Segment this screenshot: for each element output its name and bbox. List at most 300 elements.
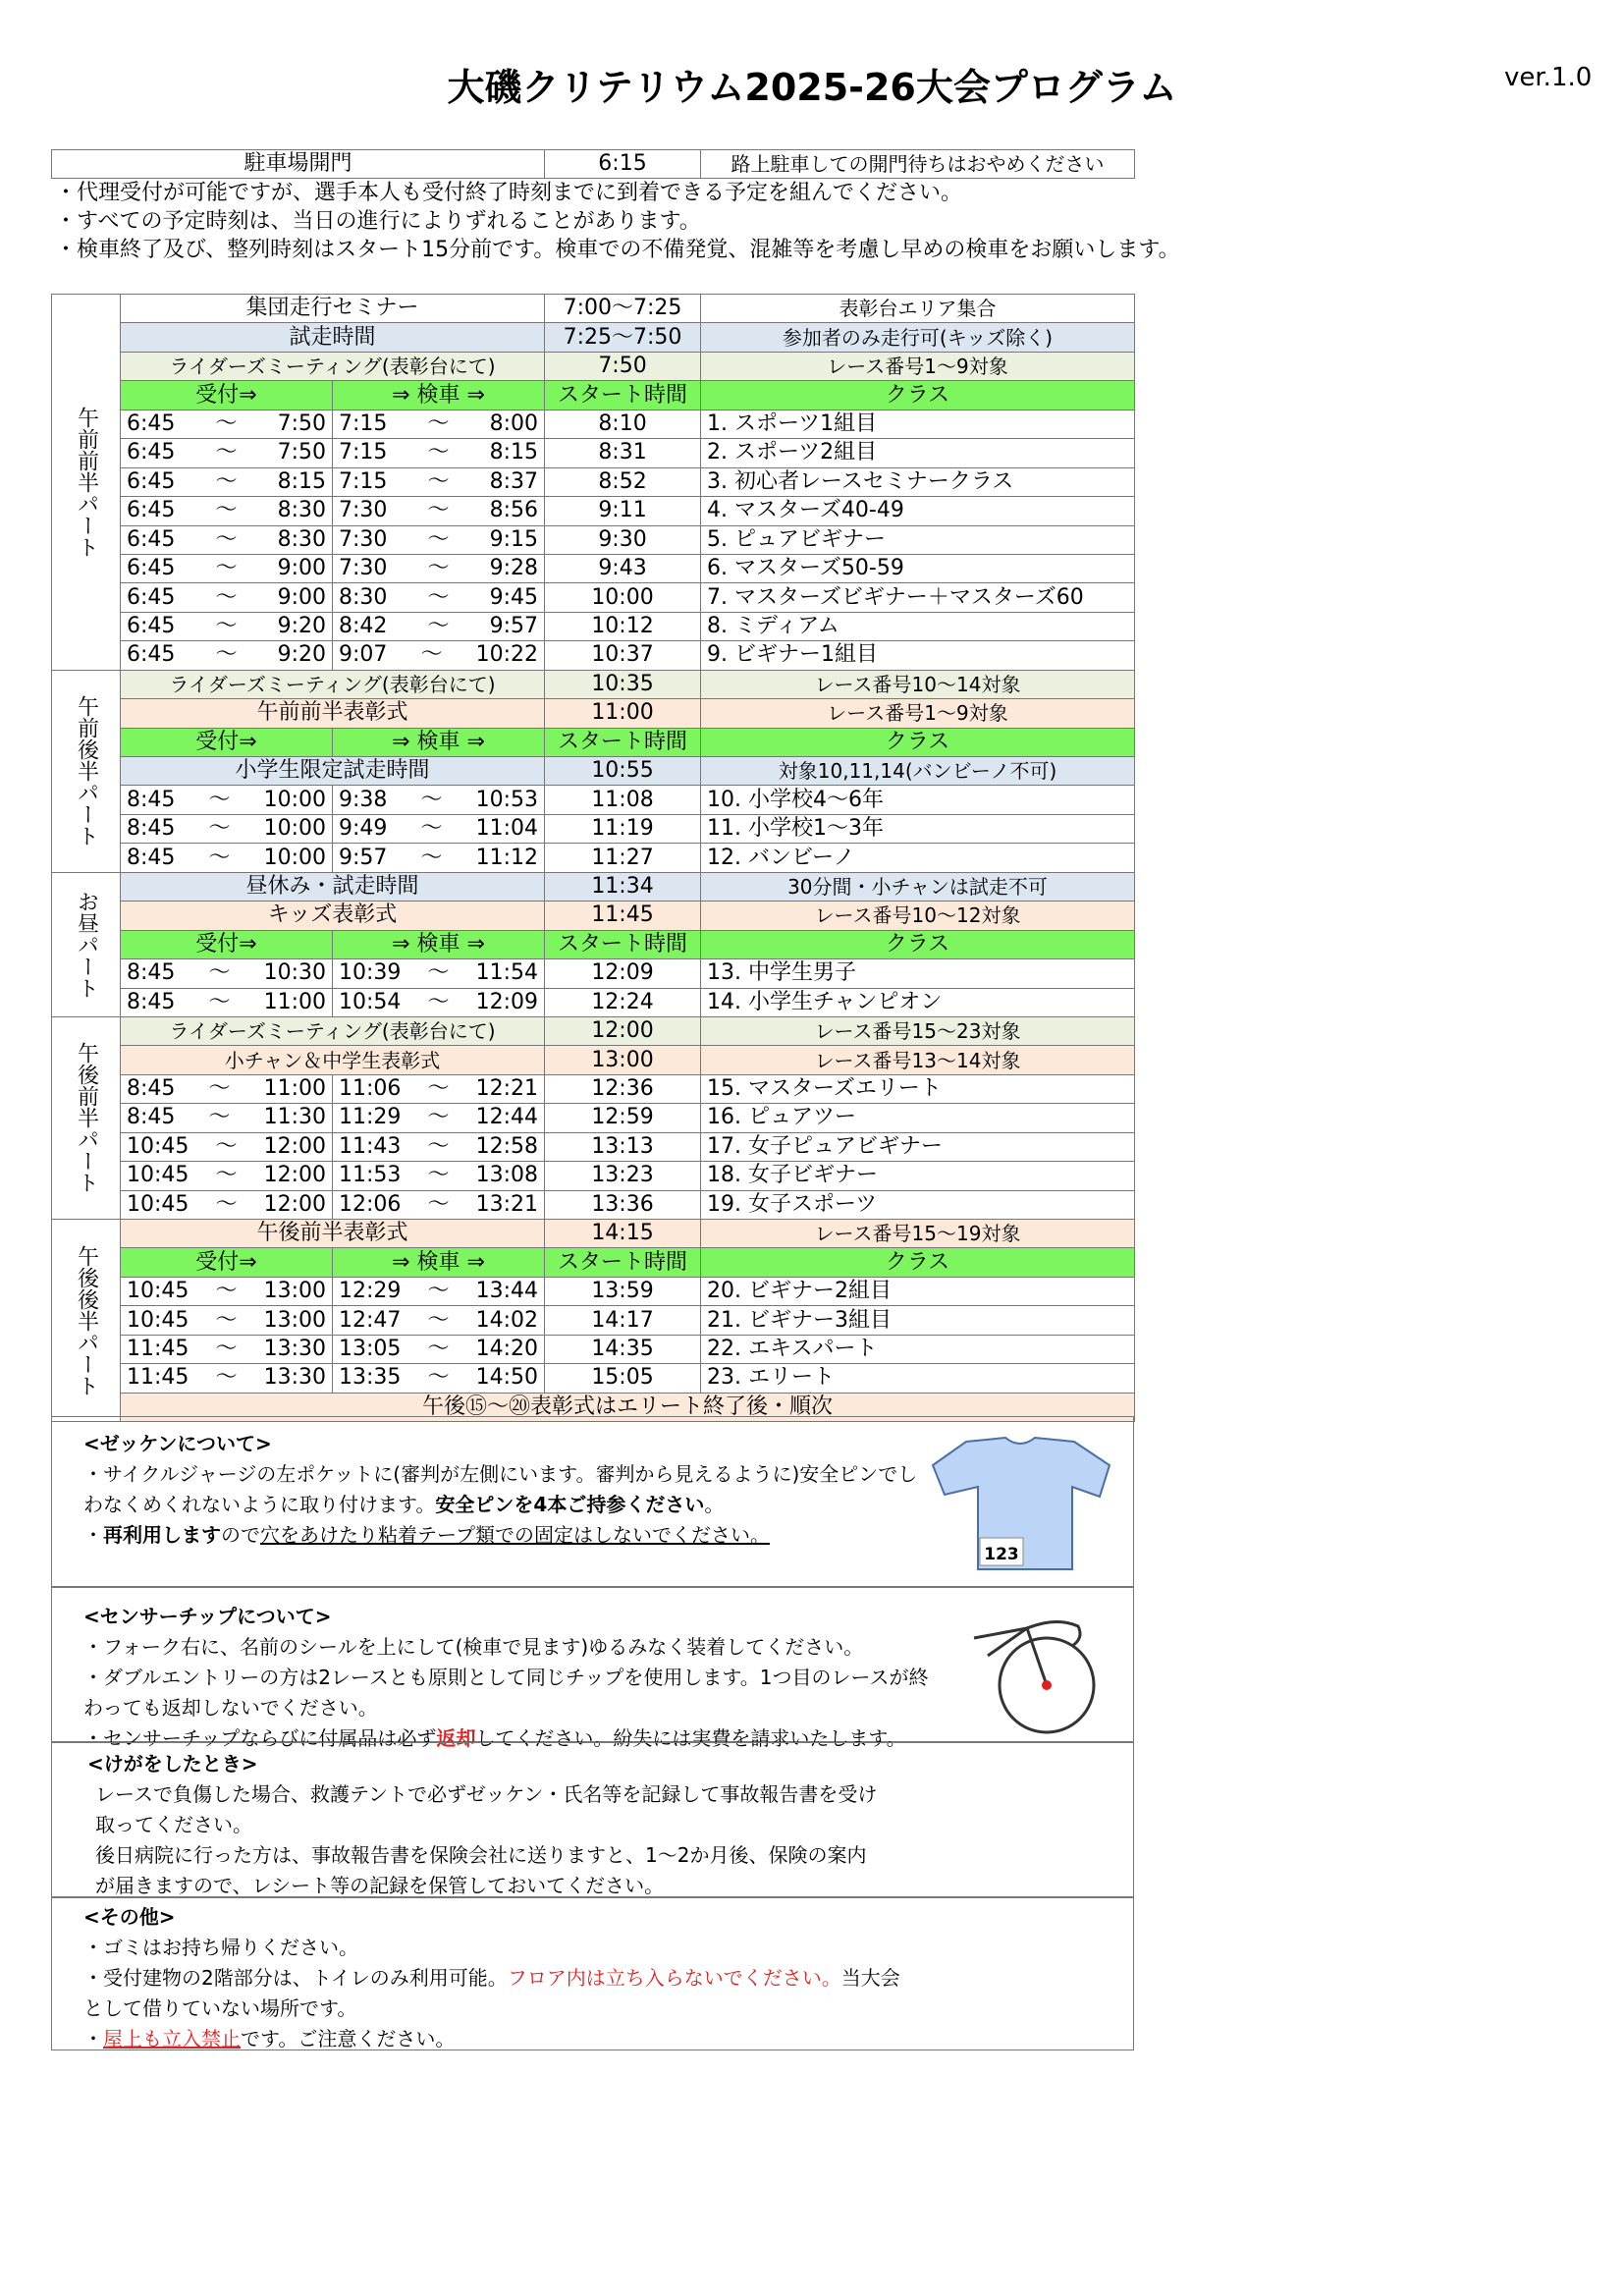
header-inspection: ⇒ 検車 ⇒ — [333, 1248, 545, 1277]
range-separator: ～ — [427, 1105, 450, 1130]
event-note: レース番号1～9対象 — [701, 699, 1135, 728]
race-class: 12. バンビーノ — [701, 844, 1135, 872]
range-separator: ～ — [215, 1133, 238, 1159]
event-time: 11:45 — [545, 902, 701, 930]
event-time: 10:35 — [545, 670, 701, 698]
header-inspection: ⇒ 検車 ⇒ — [333, 930, 545, 958]
race-row — [52, 439, 1135, 467]
reception-window — [121, 1074, 333, 1103]
range-separator: ～ — [427, 1279, 450, 1304]
header-class: クラス — [701, 1248, 1135, 1277]
other-section — [51, 1897, 1134, 2050]
range-time: 8:45 — [127, 816, 176, 842]
race-row — [52, 1364, 1135, 1393]
other-line: ・屋上も立入禁止です。ご注意ください。 — [83, 2027, 456, 2050]
other-line: として借りていない場所です。 — [83, 1996, 357, 2020]
inspection-window — [333, 1132, 545, 1161]
range-time: 11:04 — [475, 816, 539, 842]
range-time: 7:30 — [339, 556, 388, 581]
range-time: 6:45 — [127, 642, 176, 668]
event-note: レース番号10～12対象 — [701, 902, 1135, 930]
reception-window — [121, 1277, 333, 1305]
race-start-time: 12:09 — [545, 959, 701, 988]
race-class: 15. マスターズエリート — [701, 1074, 1135, 1103]
parking-label: 駐車場開門 — [52, 150, 545, 179]
range-time: 11:29 — [339, 1105, 402, 1130]
range-time: 8:30 — [277, 498, 326, 523]
race-row — [52, 1306, 1135, 1335]
sensor-chip-icon — [1042, 1680, 1052, 1690]
parking-row — [52, 150, 1135, 179]
race-class: 21. ビギナー3組目 — [701, 1306, 1135, 1335]
header-class: クラス — [701, 381, 1135, 410]
race-row — [52, 554, 1135, 582]
range-time: 9:28 — [489, 556, 539, 581]
event-row — [52, 699, 1135, 728]
race-start-time: 11:08 — [545, 786, 701, 814]
range-time: 7:15 — [339, 410, 388, 436]
range-time: 8:45 — [127, 1105, 176, 1130]
range-time: 6:45 — [127, 556, 176, 581]
range-time: 12:06 — [339, 1191, 402, 1217]
race-start-time: 13:23 — [545, 1162, 701, 1190]
range-separator: ～ — [215, 1336, 238, 1361]
race-start-time: 8:52 — [545, 467, 701, 496]
event-note: レース番号10～14対象 — [701, 670, 1135, 698]
note-line: ・検車終了及び、整列時刻はスタート15分前です。検車での不備発覚、混雑等を考慮し早めの検車をお願いします。 — [55, 238, 1180, 262]
range-time: 10:45 — [127, 1307, 189, 1333]
reception-window — [121, 959, 333, 988]
race-start-time: 9:30 — [545, 525, 701, 554]
race-class: 20. ビギナー2組目 — [701, 1277, 1135, 1305]
range-time: 11:06 — [339, 1076, 402, 1102]
race-class: 3. 初心者レースセミナークラス — [701, 467, 1135, 496]
event-note: レース番号15～23対象 — [701, 1016, 1135, 1045]
race-start-time: 10:00 — [545, 583, 701, 612]
header-row — [52, 381, 1135, 410]
reception-window — [121, 1190, 333, 1219]
race-class: 6. マスターズ50-59 — [701, 554, 1135, 582]
header-inspection: ⇒ 検車 ⇒ — [333, 728, 545, 756]
header-row — [52, 728, 1135, 756]
reception-window — [121, 497, 333, 525]
injury-section — [51, 1742, 1134, 1897]
event-row — [52, 1220, 1135, 1248]
range-time: 7:15 — [339, 468, 388, 494]
race-start-time: 9:11 — [545, 497, 701, 525]
reception-window — [121, 844, 333, 872]
range-separator: ～ — [427, 960, 450, 986]
range-time: 11:30 — [263, 1105, 326, 1130]
injury-line: 後日病院に行った方は、事故報告書を保険会社に送りますと、1～2か月後、保険の案内 — [95, 1843, 867, 1867]
range-time: 6:45 — [127, 584, 176, 610]
chip-line: ・フォーク右に、名前のシールを上にして(検車で見ます)ゆるみなく装着してください。 — [83, 1635, 864, 1659]
race-start-time: 11:19 — [545, 814, 701, 843]
reception-window — [121, 814, 333, 843]
range-time: 11:45 — [127, 1336, 189, 1361]
header-reception: 受付⇒ — [121, 1248, 333, 1277]
race-start-time: 9:43 — [545, 554, 701, 582]
inspection-window — [333, 1277, 545, 1305]
range-time: 12:09 — [475, 989, 539, 1014]
race-class: 2. スポーツ2組目 — [701, 439, 1135, 467]
race-start-time: 13:59 — [545, 1277, 701, 1305]
range-time: 6:45 — [127, 440, 176, 465]
race-class: 14. 小学生チャンピオン — [701, 988, 1135, 1016]
range-time: 9:15 — [489, 526, 539, 552]
other-line: ・受付建物の2階部分は、トイレのみ利用可能。フロア内は立ち入らないでください。当大会 — [83, 1966, 900, 1990]
race-row — [52, 1074, 1135, 1103]
range-time: 9:00 — [277, 584, 326, 610]
header-class: クラス — [701, 930, 1135, 958]
race-start-time: 12:24 — [545, 988, 701, 1016]
range-time: 8:42 — [339, 614, 388, 639]
range-time: 8:00 — [489, 410, 539, 436]
range-separator: ～ — [215, 526, 238, 552]
race-row — [52, 1104, 1135, 1132]
range-time: 11:45 — [127, 1365, 189, 1391]
event-name: ライダーズミーティング(表彰台にて) — [121, 352, 545, 380]
range-time: 9:57 — [339, 845, 388, 870]
version-label: ver.1.0 — [1504, 63, 1593, 92]
range-time: 6:45 — [127, 526, 176, 552]
event-time: 10:55 — [545, 757, 701, 786]
range-separator: ～ — [427, 526, 450, 552]
bicycle-wheel-icon — [968, 1599, 1106, 1736]
race-row — [52, 988, 1135, 1016]
race-start-time: 14:35 — [545, 1335, 701, 1363]
range-time: 13:21 — [475, 1191, 539, 1217]
range-time: 10:00 — [263, 845, 326, 870]
inspection-window — [333, 612, 545, 640]
reception-window — [121, 1104, 333, 1132]
range-time: 9:00 — [277, 556, 326, 581]
jersey-icon — [927, 1436, 1113, 1573]
range-time: 10:53 — [475, 787, 539, 812]
inspection-window — [333, 988, 545, 1016]
event-note: 表彰台エリア集合 — [701, 295, 1135, 323]
inspection-window — [333, 814, 545, 843]
range-time: 12:47 — [339, 1307, 402, 1333]
range-time: 14:20 — [475, 1336, 539, 1361]
event-time: 7:00～7:25 — [545, 295, 701, 323]
range-time: 12:00 — [263, 1133, 326, 1159]
range-time: 9:45 — [489, 584, 539, 610]
header-class: クラス — [701, 728, 1135, 756]
inspection-window — [333, 467, 545, 496]
schedule-table — [51, 294, 1135, 1422]
range-separator: ～ — [427, 1365, 450, 1391]
range-time: 11:43 — [339, 1133, 402, 1159]
injury-line: が届きますので、レシート等の記録を保管しておいてください。 — [95, 1874, 665, 1897]
range-time: 11:54 — [475, 960, 539, 986]
inspection-window — [333, 1335, 545, 1363]
event-name: 小チャン＆中学生表彰式 — [121, 1046, 545, 1074]
range-separator: ～ — [420, 642, 443, 668]
range-separator: ～ — [427, 468, 450, 494]
range-separator: ～ — [208, 960, 231, 986]
injury-line: 取ってください。 — [95, 1813, 252, 1836]
range-time: 13:00 — [263, 1279, 326, 1304]
inspection-window — [333, 1074, 545, 1103]
range-separator: ～ — [215, 1307, 238, 1333]
race-start-time: 10:12 — [545, 612, 701, 640]
reception-window — [121, 786, 333, 814]
header-row — [52, 930, 1135, 958]
note-line: ・代理受付が可能ですが、選手本人も受付終了時刻までに到着できる予定を組んでください。 — [55, 181, 963, 205]
range-separator: ～ — [208, 1076, 231, 1102]
header-start: スタート時間 — [545, 930, 701, 958]
inspection-window — [333, 439, 545, 467]
header-reception: 受付⇒ — [121, 930, 333, 958]
range-time: 10:45 — [127, 1191, 189, 1217]
event-time: 12:00 — [545, 1016, 701, 1045]
part-label: 午後後半パート — [52, 1220, 121, 1422]
range-separator: ～ — [215, 498, 238, 523]
race-class: 4. マスターズ40-49 — [701, 497, 1135, 525]
event-name: キッズ表彰式 — [121, 902, 545, 930]
range-separator: ～ — [215, 1365, 238, 1391]
reception-window — [121, 439, 333, 467]
page-title: 大磯クリテリウム2025-26大会プログラム — [447, 66, 1177, 109]
race-row — [52, 844, 1135, 872]
bib-line: わなくめくれないように取り付けます。安全ピンを4本ご持参ください。 — [83, 1493, 725, 1516]
race-start-time: 12:36 — [545, 1074, 701, 1103]
event-row — [52, 295, 1135, 323]
event-name: 小学生限定試走時間 — [121, 757, 545, 786]
race-class: 17. 女子ピュアビギナー — [701, 1132, 1135, 1161]
range-time: 12:00 — [263, 1191, 326, 1217]
range-time: 7:50 — [277, 440, 326, 465]
chip-heading: <センサーチップについて> — [83, 1605, 332, 1628]
race-row — [52, 1335, 1135, 1363]
inspection-window — [333, 1364, 545, 1393]
event-time: 11:00 — [545, 699, 701, 728]
header-reception: 受付⇒ — [121, 381, 333, 410]
race-start-time: 14:17 — [545, 1306, 701, 1335]
reception-window — [121, 612, 333, 640]
inspection-window — [333, 410, 545, 438]
range-time: 9:20 — [277, 614, 326, 639]
range-time: 6:45 — [127, 614, 176, 639]
reception-window — [121, 1306, 333, 1335]
race-row — [52, 814, 1135, 843]
afternoon-ceremony-note: 午後⑮～⑳表彰式はエリート終了後・順次 — [121, 1393, 1135, 1421]
part-label: 午前前半パート — [52, 295, 121, 671]
range-separator: ～ — [215, 410, 238, 436]
reception-window — [121, 1162, 333, 1190]
range-separator: ～ — [215, 614, 238, 639]
range-time: 10:45 — [127, 1279, 189, 1304]
range-separator: ～ — [427, 989, 450, 1014]
event-note: レース番号13～14対象 — [701, 1046, 1135, 1074]
event-row — [52, 872, 1135, 901]
part-label: 午前後半パート — [52, 670, 121, 872]
range-time: 11:12 — [475, 845, 539, 870]
range-time: 6:45 — [127, 468, 176, 494]
event-note: 対象10,11,14(バンビーノ不可) — [701, 757, 1135, 786]
bib-heading: <ゼッケンについて> — [83, 1432, 272, 1455]
event-row — [52, 1016, 1135, 1045]
event-name: 昼休み・試走時間 — [121, 872, 545, 901]
range-separator: ～ — [208, 787, 231, 812]
range-time: 8:45 — [127, 787, 176, 812]
event-row — [52, 902, 1135, 930]
race-row — [52, 1277, 1135, 1305]
race-start-time: 11:27 — [545, 844, 701, 872]
range-time: 10:45 — [127, 1163, 189, 1188]
race-row — [52, 959, 1135, 988]
reception-window — [121, 583, 333, 612]
race-row — [52, 583, 1135, 612]
event-note: レース番号1～9対象 — [701, 352, 1135, 380]
reception-window — [121, 1335, 333, 1363]
range-separator: ～ — [208, 845, 231, 870]
reception-window — [121, 1132, 333, 1161]
range-time: 7:30 — [339, 526, 388, 552]
general-notes — [55, 179, 1180, 264]
race-row — [52, 1162, 1135, 1190]
range-separator: ～ — [420, 816, 443, 842]
range-time: 8:30 — [277, 526, 326, 552]
range-time: 10:00 — [263, 787, 326, 812]
range-time: 14:50 — [475, 1365, 539, 1391]
range-separator: ～ — [427, 584, 450, 610]
range-time: 8:45 — [127, 989, 176, 1014]
event-name: 午前前半表彰式 — [121, 699, 545, 728]
parking-note: 路上駐車しての開門待ちはおやめください — [701, 150, 1135, 179]
race-class: 11. 小学校1～3年 — [701, 814, 1135, 843]
race-class: 7. マスターズビギナー＋マスターズ60 — [701, 583, 1135, 612]
event-time: 14:15 — [545, 1220, 701, 1248]
note-line: ・すべての予定時刻は、当日の進行によりずれることがあります。 — [55, 209, 701, 234]
reception-window — [121, 467, 333, 496]
race-start-time: 12:59 — [545, 1104, 701, 1132]
range-time: 9:07 — [339, 642, 388, 668]
header-reception: 受付⇒ — [121, 728, 333, 756]
part-label: 午後前半パート — [52, 1016, 121, 1219]
part-label: お昼パート — [52, 872, 121, 1016]
event-row — [52, 352, 1135, 380]
range-time: 10:00 — [263, 816, 326, 842]
event-row — [52, 757, 1135, 786]
bib-number: 123 — [984, 1545, 1019, 1564]
race-class: 16. ピュアツー — [701, 1104, 1135, 1132]
range-separator: ～ — [215, 1163, 238, 1188]
chip-line: ・ダブルエントリーの方は2レースとも原則として同じチップを使用します。1つ目のレースが終 — [83, 1666, 929, 1689]
other-heading: <その他> — [83, 1905, 176, 1929]
range-time: 8:30 — [339, 584, 388, 610]
event-note: 30分間・小チャンは試走不可 — [701, 872, 1135, 901]
header-start: スタート時間 — [545, 381, 701, 410]
range-separator: ～ — [208, 989, 231, 1014]
range-time: 9:20 — [277, 642, 326, 668]
inspection-window — [333, 1162, 545, 1190]
event-time: 7:25～7:50 — [545, 323, 701, 352]
range-separator: ～ — [208, 1105, 231, 1130]
range-separator: ～ — [427, 1191, 450, 1217]
race-row — [52, 467, 1135, 496]
range-separator: ～ — [427, 556, 450, 581]
race-start-time: 8:10 — [545, 410, 701, 438]
bib-line: ・再利用しますので穴をあけたり粘着テープ類での固定はしないでください。 — [83, 1523, 770, 1547]
range-time: 8:45 — [127, 960, 176, 986]
header-row — [52, 1248, 1135, 1277]
range-time: 6:45 — [127, 410, 176, 436]
header-start: スタート時間 — [545, 728, 701, 756]
range-time: 8:56 — [489, 498, 539, 523]
range-separator: ～ — [215, 556, 238, 581]
race-start-time: 8:31 — [545, 439, 701, 467]
race-row — [52, 786, 1135, 814]
race-class: 5. ピュアビギナー — [701, 525, 1135, 554]
range-time: 7:50 — [277, 410, 326, 436]
inspection-window — [333, 1306, 545, 1335]
reception-window — [121, 525, 333, 554]
race-class: 8. ミディアム — [701, 612, 1135, 640]
range-separator: ～ — [427, 498, 450, 523]
event-row — [52, 1046, 1135, 1074]
race-class: 22. エキスパート — [701, 1335, 1135, 1363]
race-row — [52, 410, 1135, 438]
range-time: 7:30 — [339, 498, 388, 523]
inspection-window — [333, 497, 545, 525]
range-time: 11:00 — [263, 1076, 326, 1102]
race-row — [52, 497, 1135, 525]
event-note: 参加者のみ走行可(キッズ除く) — [701, 323, 1135, 352]
range-time: 13:44 — [475, 1279, 539, 1304]
inspection-window — [333, 786, 545, 814]
reception-window — [121, 641, 333, 670]
inspection-window — [333, 525, 545, 554]
race-row — [52, 525, 1135, 554]
range-time: 12:58 — [475, 1133, 539, 1159]
range-time: 9:57 — [489, 614, 539, 639]
range-time: 12:21 — [475, 1076, 539, 1102]
range-separator: ～ — [215, 1191, 238, 1217]
range-time: 13:05 — [339, 1336, 402, 1361]
inspection-window — [333, 641, 545, 670]
range-time: 11:53 — [339, 1163, 402, 1188]
range-time: 14:02 — [475, 1307, 539, 1333]
range-time: 8:15 — [489, 440, 539, 465]
range-time: 10:54 — [339, 989, 402, 1014]
range-time: 10:30 — [263, 960, 326, 986]
event-name: 試走時間 — [121, 323, 545, 352]
range-time: 10:45 — [127, 1133, 189, 1159]
chip-line: ・センサーチップならびに付属品は必ず返却してください。紛失には実費を請求いたします。 — [83, 1726, 906, 1750]
range-separator: ～ — [420, 787, 443, 812]
reception-window — [121, 1364, 333, 1393]
range-time: 8:45 — [127, 845, 176, 870]
range-separator: ～ — [215, 468, 238, 494]
range-separator: ～ — [215, 584, 238, 610]
range-separator: ～ — [215, 440, 238, 465]
range-separator: ～ — [208, 816, 231, 842]
range-separator: ～ — [427, 1163, 450, 1188]
race-start-time: 13:36 — [545, 1190, 701, 1219]
range-separator: ～ — [215, 1279, 238, 1304]
range-time: 8:45 — [127, 1076, 176, 1102]
range-time: 9:49 — [339, 816, 388, 842]
range-time: 12:29 — [339, 1279, 402, 1304]
range-time: 13:30 — [263, 1336, 326, 1361]
range-separator: ～ — [427, 440, 450, 465]
range-time: 12:44 — [475, 1105, 539, 1130]
range-separator: ～ — [427, 410, 450, 436]
range-separator: ～ — [215, 642, 238, 668]
reception-window — [121, 410, 333, 438]
